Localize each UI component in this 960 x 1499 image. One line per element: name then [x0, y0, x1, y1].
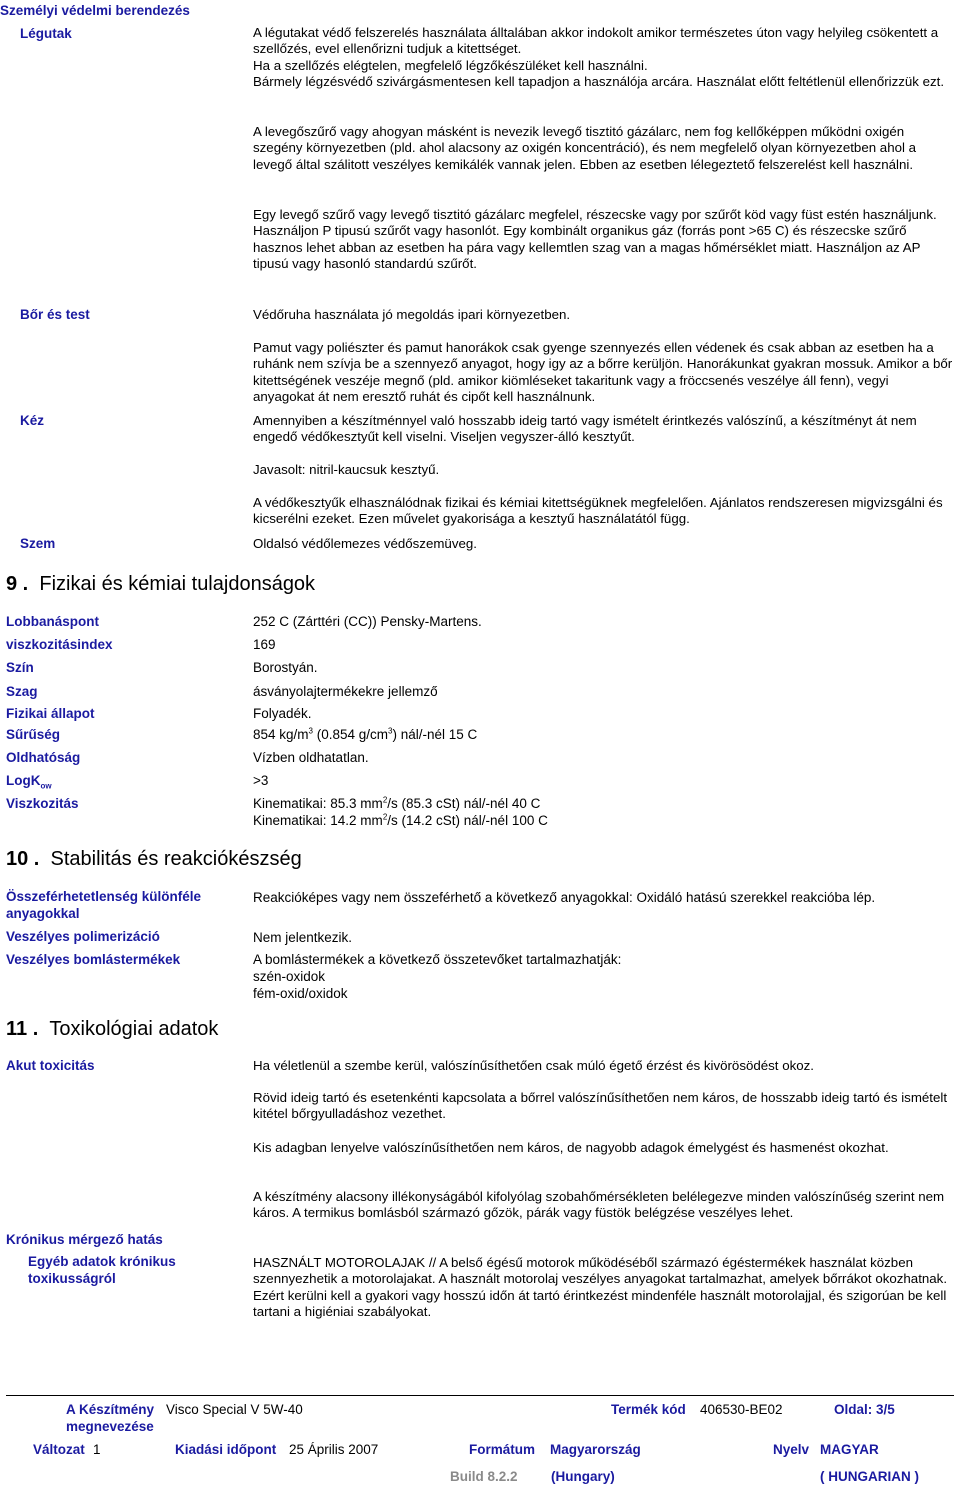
viscosity-index-value: 169 — [253, 637, 276, 652]
decomposition-label: Veszélyes bomlástermékek — [6, 952, 181, 967]
hand-label: Kéz — [20, 413, 45, 428]
logk-label: LogK$_{ow}$ — [6, 773, 52, 791]
odor-label: Szag — [6, 684, 38, 699]
eye-label: Szem — [20, 536, 56, 551]
logk-value: >3 — [253, 773, 269, 788]
flashpoint-label: Lobbanáspont — [6, 614, 99, 629]
decomposition-value: A bomlástermékek a következő összetevőket tartalmazhatják: szén-oxidok fém-oxid/oxidok — [253, 952, 622, 1001]
footer-language-value: MAGYAR — [820, 1442, 879, 1457]
airways-label: Légutak — [20, 26, 72, 41]
solubility-value: Vízben oldhatatlan. — [253, 750, 369, 765]
polymerization-label: Veszélyes polimerizáció — [6, 929, 160, 944]
airways-paragraph-2: A levegőszűrő vagy ahogyan másként is nevezik levegő tisztitó gázálarc, nem fog kellőképpen működni oxigén szegény környezetben (pld. ahol alacsony az oxigén koncentráció), és nem megfelelő olyan környezetben ahol a levegő által szálitott veszélyes kemikálék vannak jelen. Ebben az esetben lélegeztető felszerelést kell használni. — [253, 124, 917, 172]
section-11-number: 11 . — [6, 1018, 39, 1040]
skin-paragraph-1: Védőruha használata jó megoldás ipari környezetben. — [253, 307, 571, 322]
footer-page-label: Oldal: 3/5 — [834, 1402, 895, 1417]
section-11-heading — [6, 1018, 218, 1041]
footer-format-value: Magyarország — [550, 1442, 641, 1457]
solubility-label: Oldhatóság — [6, 750, 81, 765]
eye-paragraph-1: Oldalsó védőlemezes védőszemüveg. — [253, 536, 477, 551]
section-9-heading — [6, 573, 315, 596]
odor-value: ásványolajtermékekre jellemző — [253, 684, 438, 699]
hand-paragraph-3: A védőkesztyűk elhasználódnak fizikai és kémiai kitettségüknek megfelelően. Ajánlatos rendszeresen migvizsgálni és kicserélni ezeket. Ezen művelet gyakorisága a kesztyű használatától függ. — [253, 495, 943, 527]
hand-paragraph-1: Amennyiben a készítménnyel való hosszabb ideig tartó vagy ismételt érintkezés valószínű, a készítményt át nem engedő védőkesztyűt kell viselni. Viseljen vegyszer-álló kesztyűt. — [253, 413, 917, 445]
viscosity-value-40: Kinematikai: 85.3 $mm^2/s$ (85.3 cSt) nál/-nél 40 C — [253, 795, 541, 811]
airways-paragraph-1: A légutakat védő felszerelés használata álltalában akkor indokolt amikor természetes úton vagy helyileg csökentett a szellőzés, evel ellenőrizni tudjuk a kitettséget. Ha a szellőzés elégtelen, megfelelő légzőkészüléket kell használni. Bármely légzésvédő szivárgásmentesen kell tapadjon a használója arcára. Használat előtt feltétlenül ellenőrizzük ezt. — [253, 25, 945, 90]
viscosity-label: Viszkozitás — [6, 796, 79, 811]
hand-paragraph-2: Javasolt: nitril-kaucsuk kesztyű. — [253, 462, 440, 477]
color-label: Szín — [6, 660, 34, 675]
other-chronic-data-value: HASZNÁLT MOTOROLAJAK // A belső égésű motorok működéséből származó égéstermékek használat közben szennyezhetik a motorolajakat. A használt motorolaj veszélyes anyagokat tartalmazhat, amelyek bőrrákot okozhatnak. Ezért kerülni kell a gyakori vagy hosszú időn át tartó érintkezést mindenféle használt motorolajjal, és szigorúan be kell tartani a higiéniai szabályokat. — [253, 1255, 948, 1320]
footer-format-label: Formátum — [469, 1442, 536, 1457]
density-label: Sűrűség — [6, 727, 61, 742]
color-value: Borostyán. — [253, 660, 318, 675]
density-value: 854 $kg/m^3$ (0.854 $g/cm^3$) nál/-nél 15 C — [253, 726, 478, 742]
incompatibility-label: Összeférhetetlenség különféle anyagokkal — [6, 889, 202, 921]
acute-toxicity-paragraph-1: Ha véletlenül a szembe kerül, valószínűsíthetően csak múló égető érzést és kivörösödést okoz. — [253, 1058, 814, 1073]
section-11-title: Toxikológiai adatok — [49, 1018, 219, 1040]
viscosity-index-label: viszkozitásindex — [6, 637, 113, 652]
footer-code-value: 406530-BE02 — [700, 1402, 783, 1417]
polymerization-value: Nem jelentkezik. — [253, 930, 353, 945]
footer-issued-label: Kiadási időpont — [175, 1442, 277, 1457]
viscosity-value-100: Kinematikai: 14.2 $mm^2/s$ (14.2 cSt) nál/-nél 100 C — [253, 812, 548, 828]
physical-state-value: Folyadék. — [253, 706, 312, 721]
footer-build: Build 8.2.2 — [450, 1469, 518, 1484]
acute-toxicity-paragraph-4: A készítmény alacsony illékonyságából kifolyólag szobahőmérsékleten belélegezve minden valószínűség szerint nem káros. A termikus bomlásból származó gőzök, párák vagy füstök belégzése veszélyes lehet. — [253, 1189, 945, 1221]
airways-paragraph-3: Egy levegő szűrő vagy levegő tisztitó gázálarc megfelel, részecske vagy por szűrőt köd vagy füst estén használjunk. Használjon P tipusú szűrőt vagy hasonlót. Egy kombinált organikus gáz (forrás pont >65 C) és részecske szűrő hasznos lehet abban az esetben ha pára vagy kellemtlen szag van a magas hőmérséklet miatt. Használjon az AP tipusú vagy hasonló standardú szűrőt. — [253, 207, 937, 272]
footer-issued-value: 25 Április 2007 — [289, 1442, 379, 1457]
footer-product-label: A Készítmény megnevezése — [66, 1402, 155, 1434]
flashpoint-value: 252 C (Zárttéri (CC)) Pensky-Martens. — [253, 614, 482, 629]
acute-toxicity-label: Akut toxicitás — [6, 1058, 95, 1073]
footer-format-subtitle: (Hungary) — [551, 1469, 615, 1484]
skin-paragraph-2: Pamut vagy poliészter és pamut hanorákok csak gyenge szennyezés ellen védenek és csak abban az esetben ha a ruhánk nem szívja be a szennyező anyagot, hogy igy az a bőrre kerüljön. Hanorákunkat gyakran mossuk. Amikor a bőr kitettségének veszéje megnő (pld. amikor kiömléseket takaritunk vagy a fröccsenés veszélye áll fenn), vegyi anyagokat át nem eresztő ruhát és cipőt kell használnunk. — [253, 340, 953, 405]
section-10-title: Stabilitás és reakciókészség — [50, 848, 302, 870]
acute-toxicity-paragraph-3: Kis adagban lenyelve valószínűsíthetően nem káros, de nagyobb adagok émelygést és hasmenést okozhat. — [253, 1140, 889, 1155]
ppe-heading: Személyi védelmi berendezés — [0, 3, 190, 18]
section-9-number: 9 . — [6, 573, 29, 595]
footer-divider — [6, 1395, 954, 1396]
footer-code-label: Termék kód — [611, 1402, 686, 1417]
section-10-heading — [6, 848, 302, 871]
footer-language-label: Nyelv — [773, 1442, 810, 1457]
section-9-title: Fizikai és kémiai tulajdonságok — [39, 573, 316, 595]
footer-version-label: Változat — [33, 1442, 85, 1457]
incompatibility-value: Reakcióképes vagy nem összeférhető a következő anyagokkal: Oxidáló hatású szerekkel reakcióba lép. — [253, 890, 876, 905]
footer-product-value: Visco Special V 5W-40 — [166, 1402, 303, 1417]
physical-state-label: Fizikai állapot — [6, 706, 95, 721]
other-chronic-data-label: Egyéb adatok krónikus toxikusságról — [28, 1254, 176, 1286]
chronic-toxicity-label: Krónikus mérgező hatás — [6, 1232, 163, 1247]
skin-label: Bőr és test — [20, 307, 90, 322]
footer-version-value: 1 — [93, 1442, 101, 1457]
section-10-number: 10 . — [6, 848, 40, 870]
acute-toxicity-paragraph-2: Rövid ideig tartó és esetenkénti kapcsolata a bőrrel valószínűsíthetően nem káros, de hosszabb ideig tartó és ismételt kitétel bőrgyulladáshoz vezethet. — [253, 1090, 948, 1122]
footer-language-subtitle: ( HUNGARIAN ) — [820, 1469, 919, 1484]
